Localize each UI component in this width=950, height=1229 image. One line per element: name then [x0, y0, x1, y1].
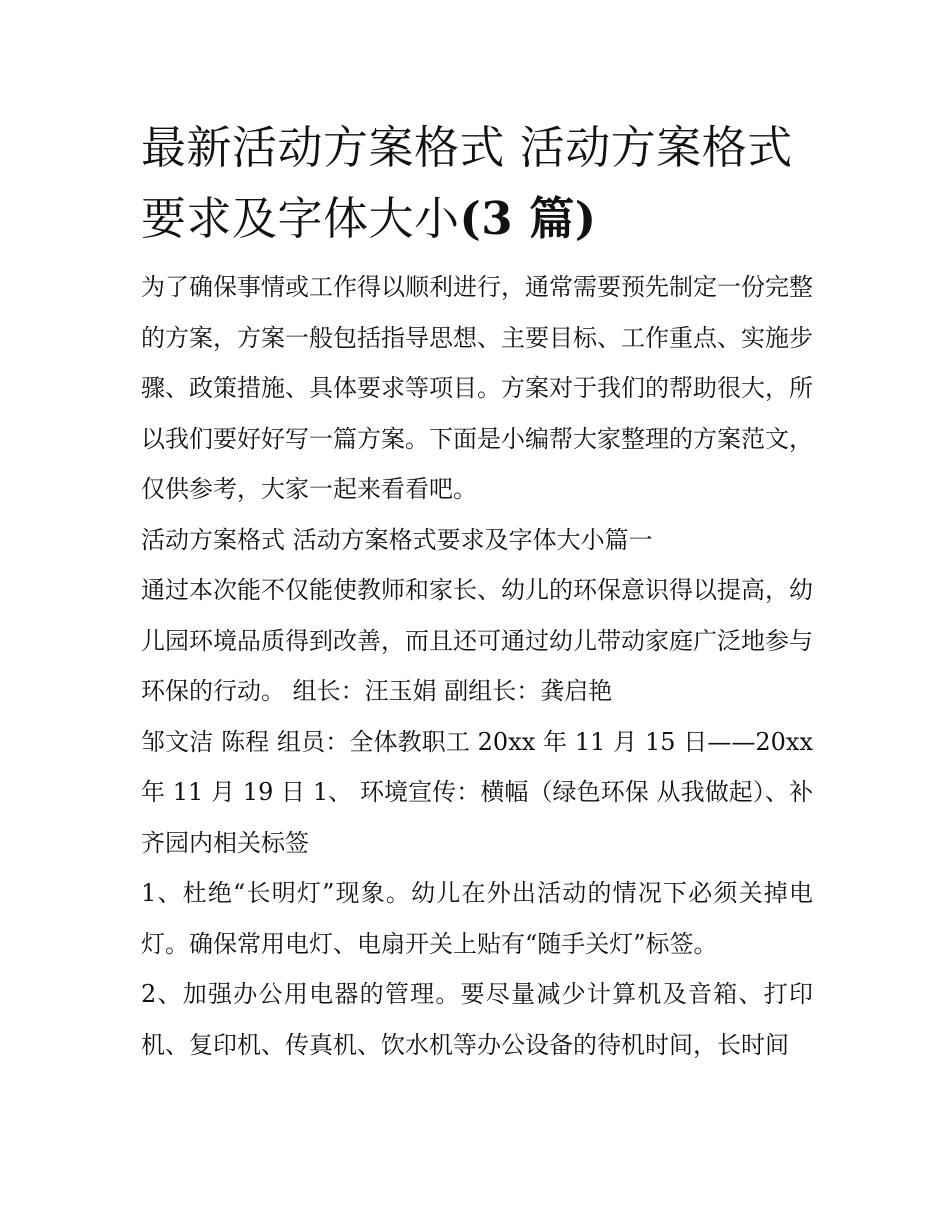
paragraph-1: 通过本次能不仅能使教师和家长、幼儿的环保意识得以提高，幼儿园环境品质得到改善，而且还可通过幼儿带动家庭广泛地参与环保的行动。 组长：汪玉娟 副组长：龚启艳 [141, 576, 813, 705]
title-suffix: (3 篇) [459, 192, 597, 245]
paragraph-3: 1、杜绝“长明灯”现象。幼儿在外出活动的情况下必须关掉电灯。确保常用电灯、电扇开关上贴有“随手关灯”标签。 [141, 879, 813, 958]
document-title [141, 112, 813, 254]
intro-paragraph: 为了确保事情或工作得以顺利进行，通常需要预先制定一份完整的方案，方案一般包括指导思想、主要目标、工作重点、实施步骤、政策措施、具体要求等项目。方案对于我们的帮助很大，所以我们要好好写一篇方案。下面是小编帮大家整理的方案范文，仅供参考，大家一起来看看吧。 [141, 273, 813, 503]
section-heading: 活动方案格式 活动方案格式要求及字体大小篇一 [141, 525, 653, 554]
paragraph-4: 2、加强办公用电器的管理。要尽量减少计算机及音箱、打印机、复印机、传真机、饮水机等办公设备的待机时间，长时间 [141, 980, 813, 1059]
title-main: 最新活动方案格式 活动方案格式要求及字体大小 [141, 121, 793, 245]
document-page [141, 112, 813, 1070]
paragraph-2: 邹文洁 陈程 组员：全体教职工 20xx 年 11 月 15 日——20xx 年 11 月 19 日 1、 环境宣传：横幅（绿色环保 从我做起）、补齐园内相关标签 [141, 727, 813, 857]
